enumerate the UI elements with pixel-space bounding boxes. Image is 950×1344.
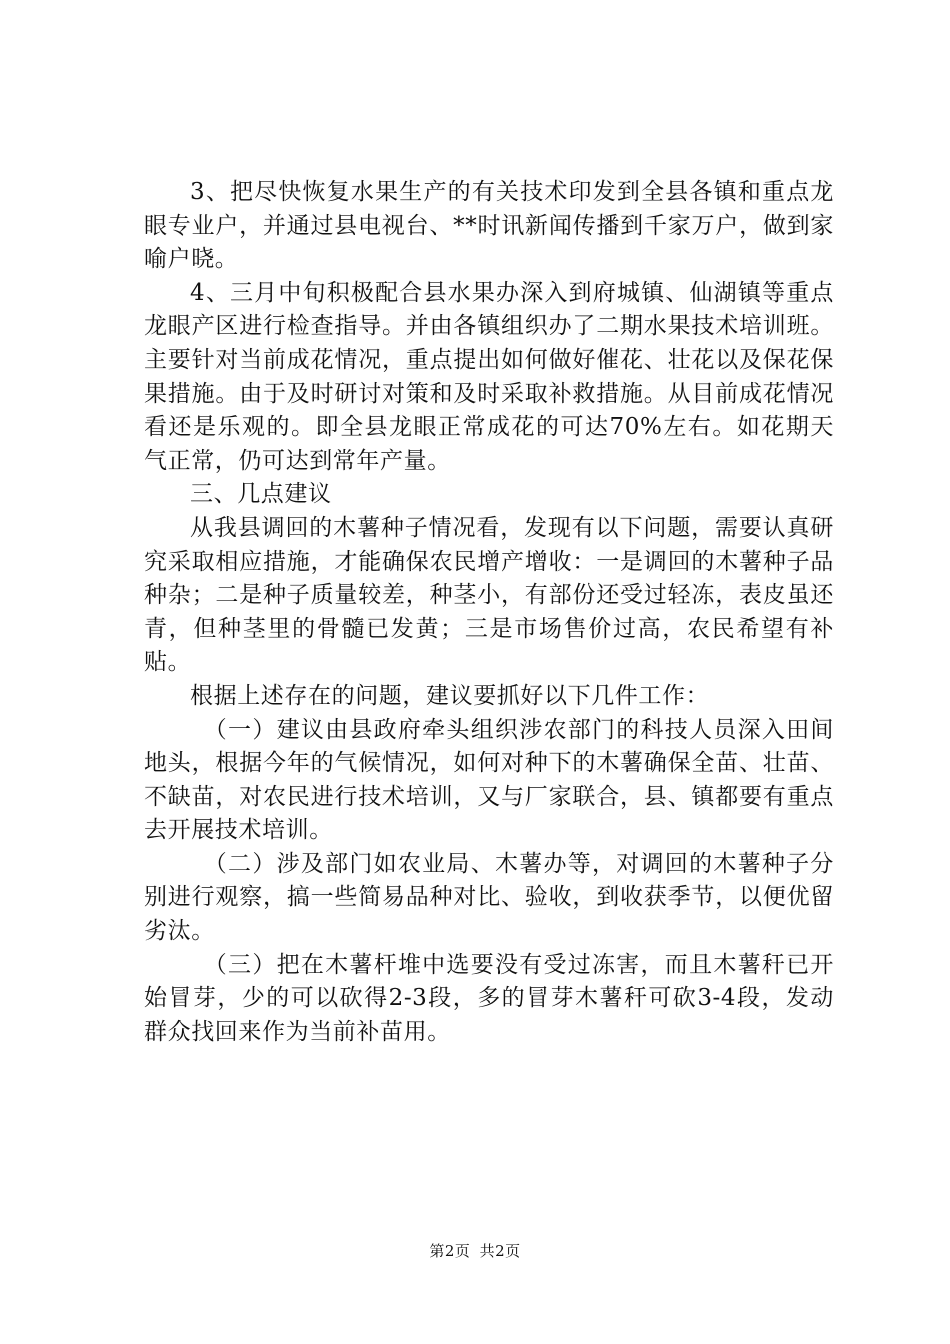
document-body <box>144 176 834 1049</box>
paragraph-suggestion-2: （二）涉及部门如农业局、木薯办等，对调回的木薯种子分别进行观察，搞一些简易品种对比、验收，到收获季节，以便优留劣汰。 <box>144 850 834 945</box>
section-heading-suggestions: 三、几点建议 <box>190 481 332 508</box>
page-total: 共2页 <box>479 1242 521 1260</box>
paragraph-item-4: 4、三月中旬积极配合县水果办深入到府城镇、仙湖镇等重点龙眼产区进行检查指导。并由各镇组织办了二期水果技术培训班。主要针对当前成花情况，重点提出如何做好催花、壮花以及保花保果措施。由于及时研讨对策和及时采取补救措施。从目前成花情况看还是乐观的。即全县龙眼正常成花的可达70%左右。如花期天气正常，仍可达到常年产量。 <box>144 279 834 474</box>
page-number: 第2页 <box>429 1242 471 1260</box>
paragraph-item-3: 3、把尽快恢复水果生产的有关技术印发到全县各镇和重点龙眼专业户，并通过县电视台、**时讯新闻传播到千家万户，做到家喻户晓。 <box>144 179 834 273</box>
paragraph-suggestion-1: （一）建议由县政府牵头组织涉农部门的科技人员深入田间地头，根据今年的气候情况，如何对种下的木薯确保全苗、壮苗、不缺苗，对农民进行技术培训，又与厂家联合，县、镇都要有重点去开展技术培训。 <box>144 716 834 844</box>
page-footer <box>0 1240 950 1261</box>
paragraph-suggestion-3: （三）把在木薯杆堆中选要没有受过冻害，而且木薯秆已开始冒芽，少的可以砍得2-3段，多的冒芽木薯秆可砍3-4段，发动群众找回来作为当前补苗用。 <box>144 951 834 1045</box>
paragraph-cassava-problems: 从我县调回的木薯种子情况看，发现有以下问题，需要认真研究采取相应措施，才能确保农民增产增收：一是调回的木薯种子品种杂；二是种子质量较差，种茎小，有部份还受过轻冻，表皮虽还青，但种茎里的骨髓已发黄；三是市场售价过高，农民希望有补贴。 <box>144 514 834 676</box>
paragraph-work-intro: 根据上述存在的问题，建议要抓好以下几件工作： <box>190 682 710 709</box>
